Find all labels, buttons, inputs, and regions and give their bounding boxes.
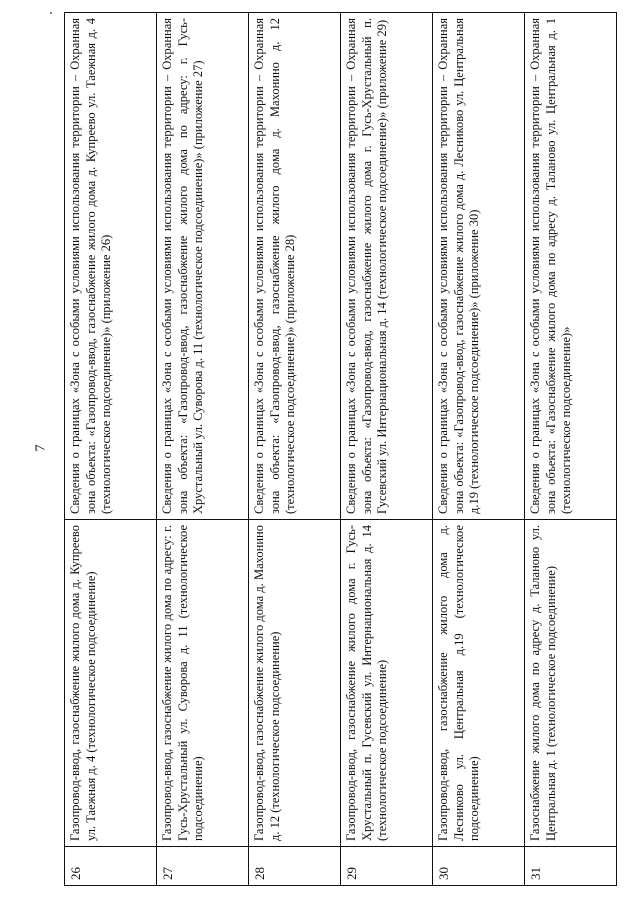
zone-description: Сведения о границах «Зона с особыми условиями использования территории – Охранная зона объекта: «Газопровод-ввод, газоснабжение жилого дома д. Махонино д. 12 (технологическое подсоединение)» (приложение 28) (249, 13, 341, 520)
row-number: 30 (433, 847, 525, 886)
table-row (433, 13, 525, 886)
object-name: Газопровод-ввод, газоснабжение жилого дома г. Гусь-Хрустальный п. Гусевский ул. Интернациональная д. 14 (технологическое подсоединение) (341, 520, 433, 847)
table-row (157, 13, 249, 886)
scan-speck (50, 12, 52, 14)
page-number: 7 (33, 444, 49, 452)
object-name: Газоснабжение жилого дома по адресу д. Таланово ул. Центральная д. 1 (технологическое подсоединение) (525, 520, 617, 847)
document-table (64, 12, 617, 886)
object-name: Газопровод-ввод, газоснабжение жилого дома д. Махонино д. 12 (технологическое подсоединение) (249, 520, 341, 847)
object-name: Газопровод-ввод, газоснабжение жилого дома д. Лесниково ул. Центральная д.19 (технологическое подсоединение) (433, 520, 525, 847)
row-number: 29 (341, 847, 433, 886)
zone-description: Сведения о границах «Зона с особыми условиями использования территории – Охранная зона объекта: «Газопровод-ввод, газоснабжение жилого дома д. Купреево ул. Таежная д. 4 (технологическое подсоединение)» (приложение 26) (65, 13, 157, 520)
table-row (65, 13, 157, 886)
object-name: Газопровод-ввод, газоснабжение жилого дома д. Купреево ул. Таежная д. 4 (технологическое подсоединение) (65, 520, 157, 847)
table-row (525, 13, 617, 886)
zone-description: Сведения о границах «Зона с особыми условиями использования территории – Охранная зона объекта: «Газопровод-ввод, газоснабжение жилого дома г. Гусь-Хрустальный п. Гусевский ул. Интернациональная д. 14 (технологическое подсоединение)» (приложение 29) (341, 13, 433, 520)
row-number: 31 (525, 847, 617, 886)
row-number: 26 (65, 847, 157, 886)
zone-description: Сведения о границах «Зона с особыми условиями использования территории – Охранная зона объекта: «Газопровод-ввод, газоснабжение жилого дома д. Лесниково ул. Центральная д.19 (технологическое подсоединение)» (приложение 30) (433, 13, 525, 520)
table-row (249, 13, 341, 886)
table-row (341, 13, 433, 886)
document-table-frame (64, 18, 616, 886)
row-number: 27 (157, 847, 249, 886)
object-name: Газопровод-ввод, газоснабжение жилого дома по адресу: г. Гусь-Хрустальный ул. Суворова д. 11 (технологическое подсоединение) (157, 520, 249, 847)
row-number: 28 (249, 847, 341, 886)
zone-description: Сведения о границах «Зона с особыми условиями использования территории – Охранная зона объекта: «Газоснабжение жилого дома по адресу д. Таланово ул. Центральная д. 1 (технологическое подсоединение)» (525, 13, 617, 520)
zone-description: Сведения о границах «Зона с особыми условиями использования территории – Охранная зона объекта: «Газопровод-ввод, газоснабжение жилого дома по адресу: г. Гусь-Хрустальный ул. Суворова д. 11 (технологическое подсоединение)» (приложение 27) (157, 13, 249, 520)
